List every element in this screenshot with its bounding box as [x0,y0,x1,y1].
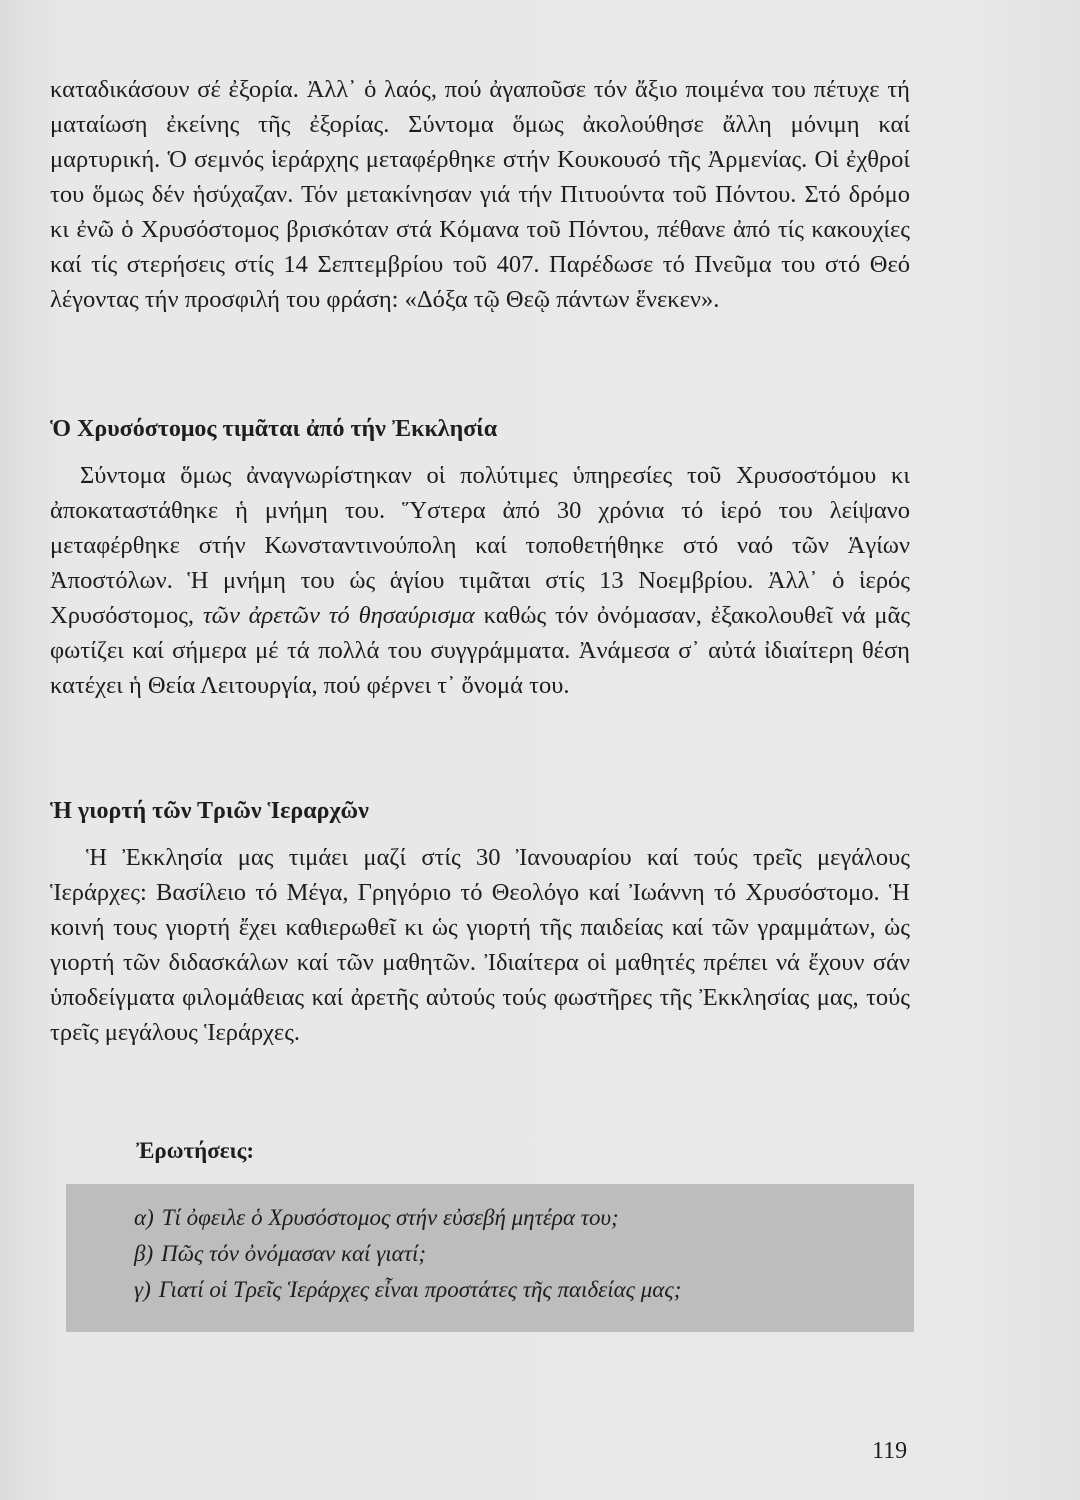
paragraph-text [50,458,910,703]
questions-box [66,1184,914,1332]
italic-phrase: τῶν ἀρετῶν τό θησαύρισμα [202,602,475,629]
question-text: Πῶς τόν ὀνόμασαν καί γιατί; [161,1241,427,1266]
paragraph-honored [50,458,910,703]
paragraph-text: Ἡ Ἐκκλησία μας τιμάει μαζί στίς 30 Ἰανουαρίου καί τούς τρεῖς μεγάλους Ἱεράρχες: Βασίλειο τό Μέγα, Γρηγόριο τό Θεολόγο καί Ἰωάννη τό Χρυσόστομο. Ἡ κοινή τους γιορτή ἔχει καθιερωθεῖ κι ὡς γιορτή τῆς παιδείας καί τῶν γραμμάτων, ὡς γιορτή τῶν διδασκάλων καί τῶν μαθητῶν. Ἰδιαίτερα οἱ μαθητές πρέπει νά ἔχουν σάν ὑποδείγματα φιλομάθειας καί ἀρετῆς αὐτούς τούς φωστῆρες τῆς Ἐκκλησίας μας, τούς τρεῖς μεγάλους Ἱεράρχες. [50,844,910,1046]
questions-list [66,1184,914,1308]
question-marker: α) [134,1205,154,1230]
paragraph-text: καταδικάσουν σέ ἐξορία. Ἀλλ᾽ ὁ λαός, πού ἀγαποῦσε τόν ἄξιο ποιμένα του πέτυχε τή ματαίωση ἐκείνης τῆς ἐξορίας. Σύντομα ὅμως ἀκολούθησε ἄλλη μόνιμη καί μαρτυρική. Ὁ σεμνός ἱεράρχης μεταφέρθηκε στήν Κουκουσό τῆς Ἀρμενίας. Οἱ ἐχθροί του ὅμως δέν ἡσύχαζαν. Τόν μετακίνησαν γιά τήν Πιτυούντα τοῦ Πόντου. Στό δρόμο κι ἐνῶ ὁ Χρυσόστομος βρισκόταν στά Κόμανα τοῦ Πόντου, πέθανε ἀπό τίς κακουχίες καί τίς στερήσεις στίς 14 Σεπτεμβρίου τοῦ 407. Παρέδωσε τό Πνεῦμα του στό Θεό λέγοντας τήν προσφιλή του φράση: «Δόξα τῷ Θεῷ πάντων ἕνεκεν». [50,76,910,313]
section-heading-three-hierarchs: Ἡ γιορτή τῶν Τριῶν Ἱεραρχῶν [50,798,369,824]
question-item [134,1236,914,1272]
section-heading-honored: Ὁ Χρυσόστομος τιμᾶται ἀπό τήν Ἐκκλησία [50,416,498,442]
question-item [134,1200,914,1236]
question-text: Τί ὀφειλε ὁ Χρυσόστομος στήν εὐσεβή μητέρα του; [161,1205,619,1230]
question-item [134,1272,914,1308]
questions-label: Ἐρωτήσεις: [136,1138,255,1163]
paragraph-exile [50,72,910,317]
paragraph-three-hierarchs [50,840,910,1050]
question-text: Γιατί οἱ Τρεῖς Ἱεράρχες εἶναι προστάτες τῆς παιδείας μας; [158,1277,682,1302]
question-marker: γ) [134,1277,151,1302]
page-number: 119 [872,1438,908,1464]
question-marker: β) [134,1241,154,1266]
paragraph-part1: Σύντομα ὅμως ἀναγνωρίστηκαν οἱ πολύτιμες ὑπηρεσίες τοῦ Χρυσοστόμου κι ἀποκαταστάθηκε ἡ μνήμη του. Ὕστερα ἀπό 30 χρόνια τό ἱερό του λείψανο μεταφέρθηκε στήν Κωνσταντινούπολη καί τοποθετήθηκε στό ναό τῶν Ἁγίων Ἀποστόλων. Ἡ μνήμη του ὡς ἁγίου τιμᾶται στίς 13 Νοεμβρίου. Ἀλλ᾽ ὁ ἱερός Χρυσόστομος, [50,462,910,629]
paragraph-part2: καθώς τόν ὀνόμασαν, ἐξακολουθεῖ νά μᾶς φωτίζει καί σήμερα μέ τά πολλά του συγγράμματα. Ἀνάμεσα σ᾽ αὐτά ἰδιαίτερη θέση κατέχει ἡ Θεία Λειτουργία, πού φέρνει τ᾽ ὄνομά του. [50,602,911,699]
